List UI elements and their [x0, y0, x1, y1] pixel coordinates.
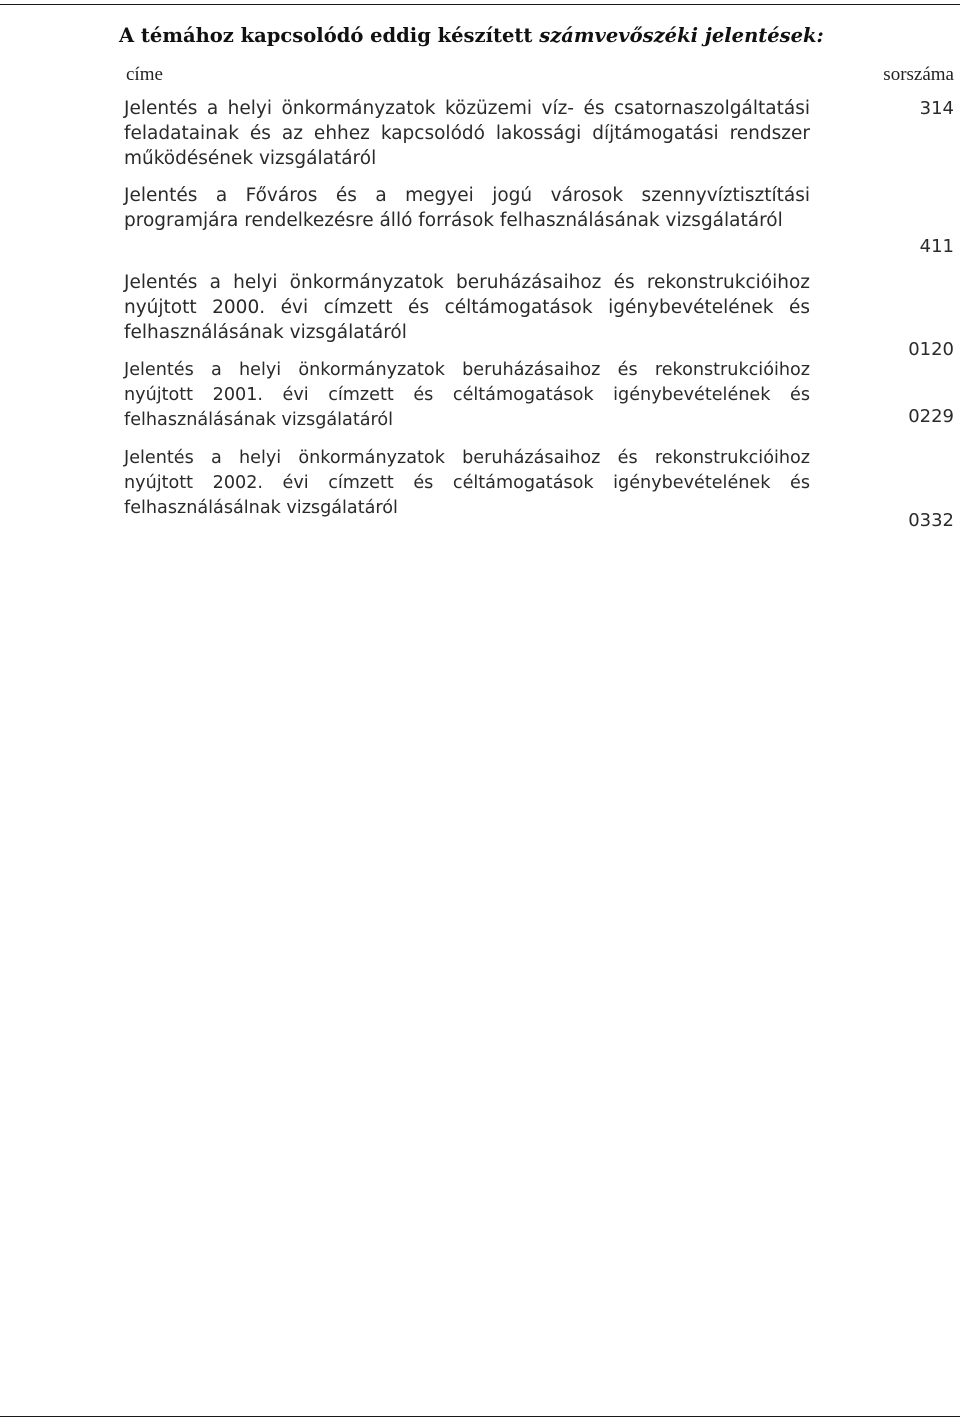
bottom-rule	[0, 1416, 960, 1417]
report-title: Jelentés a helyi önkormányzatok közüzemi víz- és csatornaszolgáltatási feladatainak és az ehhez kapcsolódó lakossági díjtámogatási rendszer működésének vizsgálatáról	[124, 98, 810, 169]
column-header-title: címe	[126, 64, 163, 85]
page-heading	[119, 24, 824, 47]
report-number: 411	[919, 236, 954, 257]
report-title: Jelentés a helyi önkormányzatok beruházásaihoz és rekonstrukcióihoz nyújtott 2000. évi címzett és céltámogatások igénybevételének és felhasználásának vizsgálatáról	[124, 272, 810, 343]
report-number: 0332	[908, 510, 954, 531]
report-title: Jelentés a helyi önkormányzatok beruházásaihoz és rekonstrukcióihoz nyújtott 2001. évi címzett és céltámogatások igénybevételének és felhasználásának vizsgálatáról	[124, 360, 810, 430]
top-rule	[0, 4, 960, 5]
report-number: 0120	[908, 339, 954, 360]
heading-text-a: A témához kapcsolódó eddig készített	[119, 24, 540, 47]
column-header-number: sorszáma	[883, 64, 954, 85]
heading-text-b: számvevőszéki jelentések:	[539, 24, 824, 47]
report-title: Jelentés a Főváros és a megyei jogú városok szennyvíztisztítási programjára rendelkezésre álló források felhasználásának vizsgálatáról	[124, 185, 810, 231]
report-title: Jelentés a helyi önkormányzatok beruházásaihoz és rekonstrukcióihoz nyújtott 2002. évi címzett és céltámogatások igénybevételének és felhasználásálnak vizsgálatáról	[124, 448, 810, 518]
report-number: 314	[919, 98, 954, 119]
report-number: 0229	[908, 406, 954, 427]
